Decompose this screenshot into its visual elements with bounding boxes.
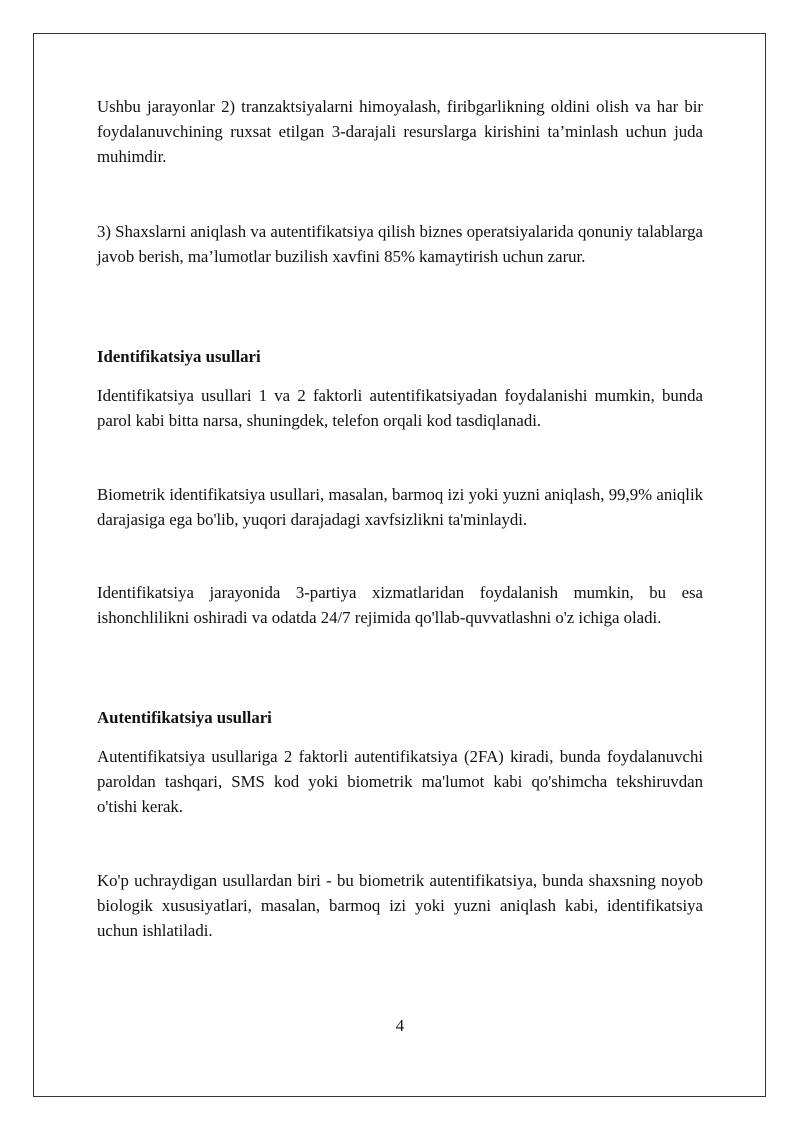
- paragraph-intro: Ushbu jarayonlar 2) tranzaktsiyalarni himoyalash, firibgarlikning oldini olish va har bir foydalanuvchining ruxsat etilgan 3-darajali resurslarga kirishini ta’minlash uchun juda muhimdir.: [97, 97, 703, 166]
- paragraph-legal-requirements: 3) Shaxslarni aniqlash va autentifikatsiya qilish biznes operatsiyalarida qonuniy talablarga javob berish, ma’lumotlar buzilish xavfini 85% kamaytirish uchun zarur.: [97, 222, 703, 266]
- section-heading-identification: Identifikatsiya usullari: [97, 347, 261, 366]
- paragraph-biometric-authentication: Ko'p uchraydigan usullardan biri - bu biometrik autentifikatsiya, bunda shaxsning noyob biologik xususiyatlari, masalan, barmoq izi yoki yuzni aniqlash kabi, identifikatsiya uchun ishlatiladi.: [97, 871, 703, 940]
- paragraph-identification-factors: Identifikatsiya usullari 1 va 2 faktorli autentifikatsiyadan foydalanishi mumkin, bunda parol kabi bitta narsa, shuningdek, telefon orqali kod tasdiqlanadi.: [97, 386, 703, 430]
- page-number: 4: [395, 1016, 405, 1035]
- paragraph-biometric-identification: Biometrik identifikatsiya usullari, masalan, barmoq izi yoki yuzni aniqlash, 99,9% aniqlik darajasiga ega bo'lib, yuqori darajadagi xavfsizlikni ta'minlaydi.: [97, 485, 703, 529]
- paragraph-2fa: Autentifikatsiya usullariga 2 faktorli autentifikatsiya (2FA) kiradi, bunda foydalanuvchi paroldan tashqari, SMS kod yoki biometrik ma'lumot kabi qo'shimcha tekshiruvdan o'tishi kerak.: [97, 747, 703, 816]
- section-heading-authentication: Autentifikatsiya usullari: [97, 708, 272, 727]
- paragraph-third-party: Identifikatsiya jarayonida 3-partiya xizmatlaridan foydalanish mumkin, bu esa ishonchlilikni oshiradi va odatda 24/7 rejimida qo'llab-quvvatlashni o'z ichiga oladi.: [97, 583, 703, 627]
